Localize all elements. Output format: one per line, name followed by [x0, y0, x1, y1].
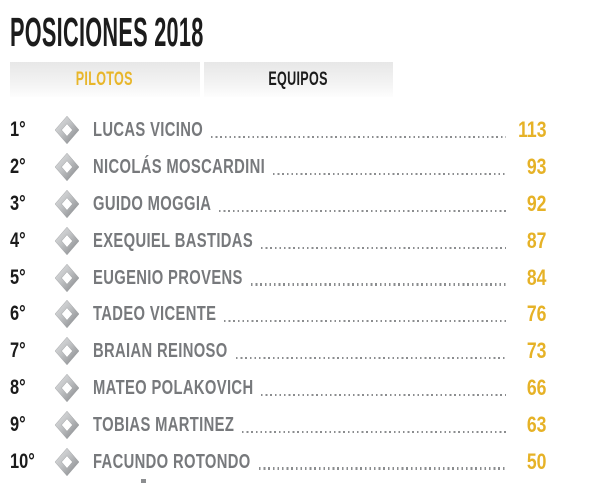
points-value: 113	[517, 117, 546, 143]
points-value: 84	[526, 264, 546, 290]
points-cell	[512, 154, 546, 180]
driver-name: BRAIAN REINOSO	[93, 339, 228, 363]
tab-bar	[10, 62, 393, 97]
standings-list	[10, 112, 546, 480]
renault-diamond-icon	[55, 190, 79, 218]
points-value: 76	[526, 301, 546, 327]
position-label: 5°	[10, 265, 26, 289]
position-label: 7°	[10, 339, 26, 363]
points-cell	[512, 191, 546, 217]
position-label: 1°	[10, 118, 26, 142]
points-value: 73	[526, 338, 546, 364]
driver-name: EXEQUIEL BASTIDAS	[93, 228, 254, 252]
points-value: 92	[526, 190, 546, 216]
points-cell	[512, 117, 546, 143]
dotted-leader	[251, 283, 506, 285]
points-cell	[512, 228, 546, 254]
table-row	[10, 333, 546, 370]
driver-name: FACUNDO ROTONDO	[93, 449, 251, 473]
dotted-leader	[273, 173, 506, 175]
tab-equipos-label: EQUIPOS	[268, 68, 328, 90]
driver-name: NICOLÁS MOSCARDINI	[93, 155, 266, 179]
points-cell	[512, 375, 546, 401]
position-label: 8°	[10, 375, 26, 399]
position-label: 9°	[10, 412, 26, 436]
driver-name: LUCAS VICINO	[93, 118, 204, 142]
page-title	[10, 10, 375, 54]
dotted-leader	[242, 431, 506, 433]
renault-diamond-icon	[55, 227, 79, 255]
table-row	[10, 222, 546, 259]
dotted-leader	[261, 247, 506, 249]
renault-diamond-icon	[55, 411, 79, 439]
renault-diamond-icon	[55, 337, 79, 365]
points-cell	[512, 338, 546, 364]
dotted-leader	[259, 467, 506, 469]
renault-diamond-icon	[55, 374, 79, 402]
points-cell	[512, 301, 546, 327]
position-label: 10°	[10, 449, 35, 473]
renault-diamond-icon	[55, 448, 79, 476]
driver-name: TADEO VICENTE	[93, 302, 217, 326]
table-row	[10, 149, 546, 186]
points-cell	[512, 265, 546, 291]
points-value: 93	[526, 154, 546, 180]
driver-name: TOBIAS MARTINEZ	[93, 412, 235, 436]
position-label: 6°	[10, 302, 26, 326]
dotted-leader	[219, 210, 506, 212]
renault-diamond-icon	[55, 153, 79, 181]
dotted-leader	[261, 394, 506, 396]
points-value: 66	[526, 374, 546, 400]
page-title-text: POSICIONES 2018	[10, 9, 204, 55]
renault-diamond-icon	[55, 116, 79, 144]
table-row	[10, 370, 546, 407]
points-cell	[512, 412, 546, 438]
tab-pilotos[interactable]	[10, 62, 200, 97]
dotted-leader	[211, 136, 506, 138]
position-label: 4°	[10, 228, 26, 252]
position-label: 3°	[10, 191, 26, 215]
dotted-leader	[224, 320, 506, 322]
table-row	[10, 259, 546, 296]
renault-diamond-icon	[55, 264, 79, 292]
position-label: 2°	[10, 155, 26, 179]
dotted-leader	[236, 357, 506, 359]
driver-name: EUGENIO PROVENS	[93, 265, 243, 289]
points-value: 63	[526, 411, 546, 437]
table-row	[10, 296, 546, 333]
points-value: 50	[526, 448, 546, 474]
table-row	[10, 186, 546, 223]
next-section-partial	[141, 479, 146, 483]
table-row	[10, 112, 546, 149]
driver-name: MATEO POLAKOVICH	[93, 375, 254, 399]
driver-name: GUIDO MOGGIA	[93, 191, 212, 215]
table-row	[10, 443, 546, 480]
tab-equipos[interactable]	[204, 62, 394, 97]
points-cell	[512, 449, 546, 475]
table-row	[10, 406, 546, 443]
renault-diamond-icon	[55, 300, 79, 328]
points-value: 87	[526, 227, 546, 253]
tab-pilotos-label: PILOTOS	[76, 68, 134, 90]
